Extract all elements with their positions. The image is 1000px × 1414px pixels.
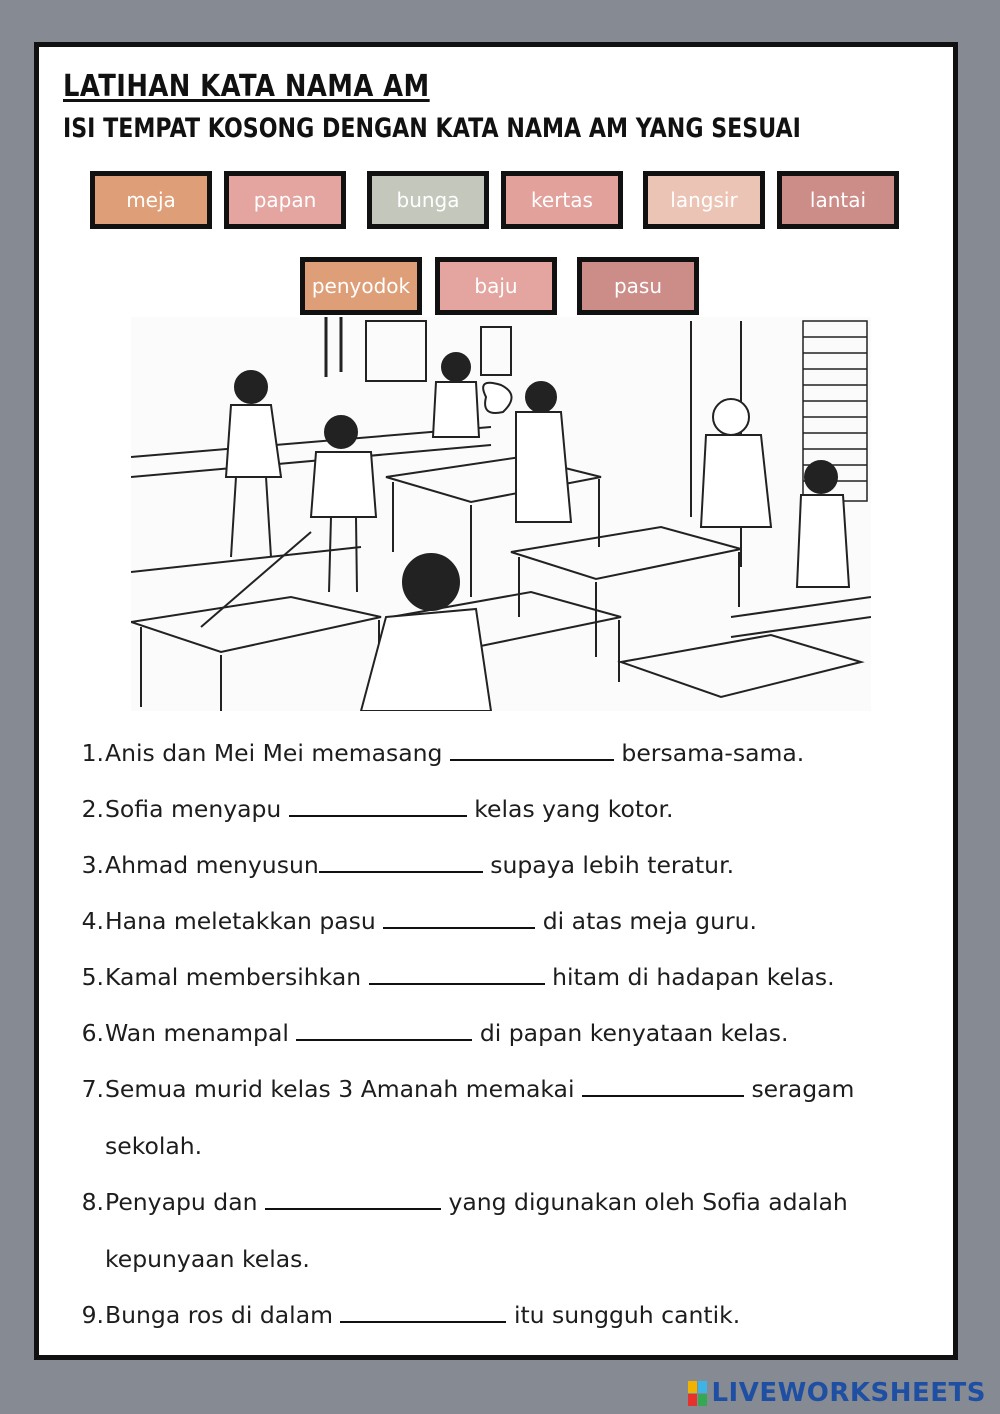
word-chip-lantai[interactable]: lantai [777, 171, 899, 229]
worksheet [34, 42, 958, 1360]
word-chip-langsir[interactable]: langsir [643, 171, 765, 229]
question-text: Kamal membersihkan [105, 963, 369, 991]
question-text: Hana meletakkan pasu [105, 907, 384, 935]
question-text: Sofia menyapu [105, 795, 289, 823]
question-text: hitam di hadapan kelas. [544, 963, 835, 991]
liveworksheets-watermark [688, 1378, 986, 1408]
question-text: Bunga ros di dalam [105, 1301, 341, 1329]
word-chip-penyodok[interactable]: penyodok [300, 257, 422, 315]
word-chip-meja[interactable]: meja [90, 171, 212, 229]
question-text: yang digunakan oleh Sofia adalah [440, 1188, 848, 1216]
answer-blank-2[interactable] [289, 795, 467, 817]
liveworksheets-logo-icon [688, 1381, 707, 1406]
answer-blank-1[interactable] [450, 739, 614, 761]
word-chip-baju[interactable]: baju [435, 257, 557, 315]
word-chip-papan[interactable]: papan [224, 171, 346, 229]
question-number: 9. [81, 1301, 104, 1329]
question-text: Penyapu dan [105, 1188, 265, 1216]
question-text: di atas meja guru. [535, 907, 757, 935]
question-text: Semua murid kelas 3 Amanah memakai [105, 1075, 582, 1103]
answer-blank-7[interactable] [582, 1075, 744, 1097]
answer-blank-4[interactable] [383, 907, 535, 929]
question-7-continuation: sekolah. [105, 1132, 203, 1160]
question-text: supaya lebih teratur. [482, 851, 735, 879]
question-number: 5. [81, 963, 104, 991]
word-chip-pasu[interactable]: pasu [577, 257, 699, 315]
answer-blank-5[interactable] [369, 963, 545, 985]
worksheet-instruction: ISI TEMPAT KOSONG DENGAN KATA NAMA AM YANG SESUAI [63, 113, 801, 144]
question-text: Ahmad menyusun [105, 851, 319, 879]
word-chip-kertas[interactable]: kertas [501, 171, 623, 229]
answer-blank-8[interactable] [265, 1188, 441, 1210]
question-number: 7. [81, 1075, 104, 1103]
question-text: bersama-sama. [613, 739, 805, 767]
question-8-continuation: kepunyaan kelas. [105, 1245, 310, 1273]
question-number: 3. [81, 851, 104, 879]
answer-blank-9[interactable] [340, 1301, 506, 1323]
question-text: Wan menampal [105, 1019, 297, 1047]
question-number: 1. [81, 739, 104, 767]
worksheet-title: LATIHAN KATA NAMA AM [63, 69, 430, 104]
question-number: 2. [81, 795, 104, 823]
answer-blank-3[interactable] [319, 851, 483, 873]
question-number: 6. [81, 1019, 104, 1047]
question-text: seragam [743, 1075, 855, 1103]
watermark-text: LIVEWORKSHEETS [711, 1378, 986, 1408]
question-number: 4. [81, 907, 104, 935]
answer-blank-6[interactable] [296, 1019, 472, 1041]
question-number: 8. [81, 1188, 104, 1216]
question-text: di papan kenyataan kelas. [472, 1019, 789, 1047]
question-text: itu sungguh cantik. [506, 1301, 741, 1329]
question-text: Anis dan Mei Mei memasang [105, 739, 450, 767]
question-text: kelas yang kotor. [466, 795, 674, 823]
word-chip-bunga[interactable]: bunga [367, 171, 489, 229]
classroom-illustration [131, 317, 871, 711]
